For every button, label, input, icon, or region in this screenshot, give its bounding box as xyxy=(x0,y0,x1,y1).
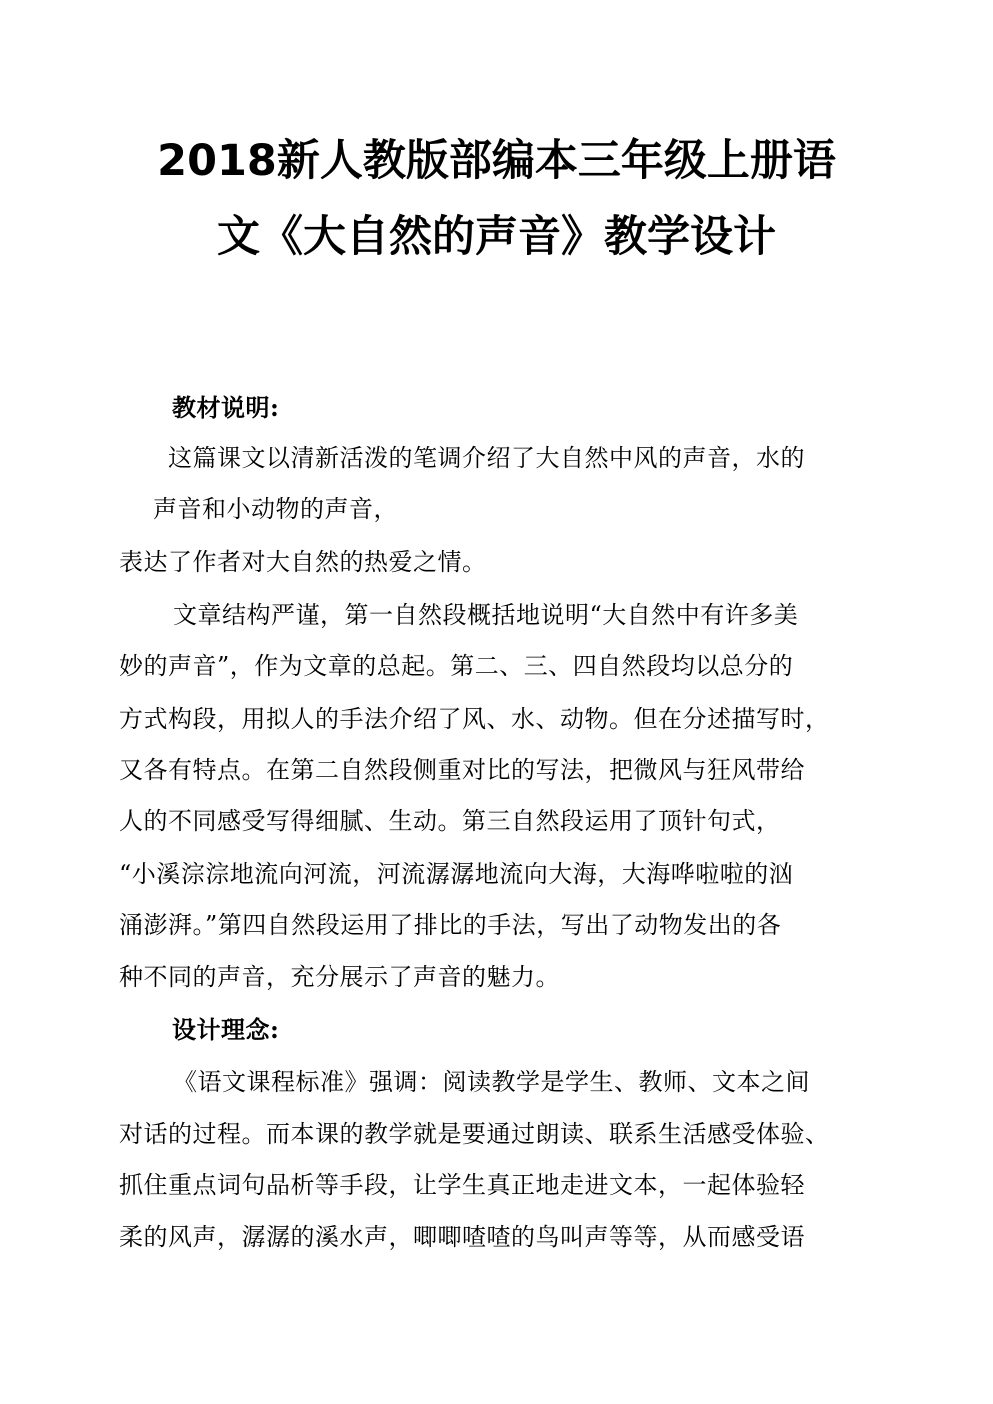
paragraph-line: 人的不同感受写得细腻、生动。第三自然段运用了顶针句式， xyxy=(119,807,781,835)
paragraph-line: 这篇课文以清新活泼的笔调介绍了大自然中风的声音，水的 xyxy=(168,444,805,472)
document-title-line-1: 2018新人教版部编本三年级上册语 xyxy=(157,136,836,186)
paragraph-line: 声音和小动物的声音， xyxy=(153,495,398,523)
paragraph-line: 种不同的声音，充分展示了声音的魅力。 xyxy=(119,963,560,991)
paragraph-line: “小溪淙淙地流向河流，河流潺潺地流向大海，大海哗啦啦的汹 xyxy=(119,860,794,888)
paragraph-line: 又各有特点。在第二自然段侧重对比的写法，把微风与狂风带给 xyxy=(119,756,805,784)
paragraph-line: 表达了作者对大自然的热爱之情。 xyxy=(119,548,487,576)
paragraph-line: 《语文课程标准》强调：阅读教学是学生、教师、文本之间 xyxy=(173,1068,810,1096)
section-heading-design-concept: 设计理念: xyxy=(172,1015,280,1044)
document-title-line-2: 文《大自然的声音》教学设计 xyxy=(217,212,776,262)
paragraph-line: 抓住重点词句品析等手段，让学生真正地走进文本，一起体验轻 xyxy=(119,1171,805,1199)
section-heading-textbook-notes: 教材说明: xyxy=(172,393,280,422)
paragraph-line: 柔的风声，潺潺的溪水声，唧唧喳喳的鸟叫声等等，从而感受语 xyxy=(119,1223,805,1251)
paragraph-line: 对话的过程。而本课的教学就是要通过朗读、联系生活感受体验、 xyxy=(119,1120,830,1148)
paragraph-line: 妙的声音”，作为文章的总起。第二、三、四自然段均以总分的 xyxy=(119,652,794,680)
paragraph-line: 方式构段，用拟人的手法介绍了风、水、动物。但在分述描写时， xyxy=(119,705,830,733)
paragraph-line: 文章结构严谨，第一自然段概括地说明“大自然中有许多美 xyxy=(173,601,799,629)
paragraph-line: 涌澎湃。”第四自然段运用了排比的手法，写出了动物发出的各 xyxy=(119,911,782,939)
